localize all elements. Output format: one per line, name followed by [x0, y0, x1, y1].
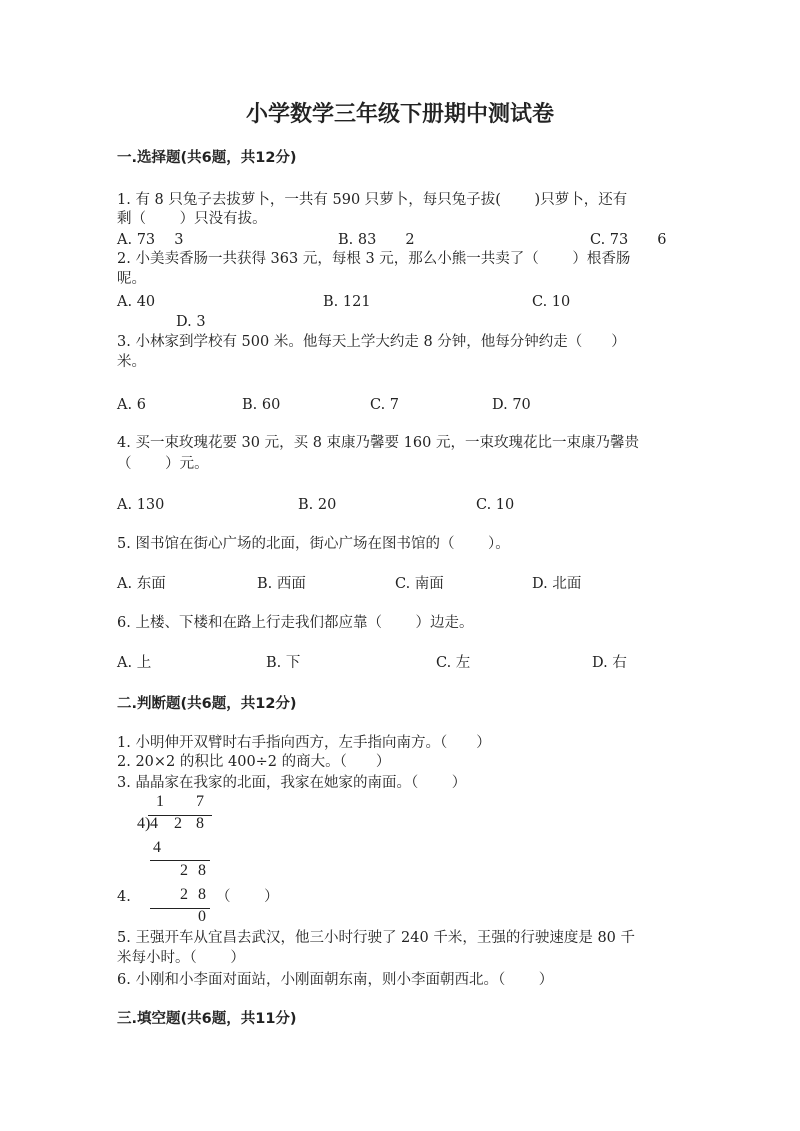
j2-text: 2. 20×2 的积比 400÷2 的商大。（ ） — [117, 754, 391, 770]
q2-text-line1: 2. 小美卖香肠一共获得 363 元，每根 3 元，那么小熊一共卖了（ ）根香肠 — [117, 251, 631, 267]
q1-option-c: C. 73 6 — [590, 232, 667, 248]
step-digit: 8 — [198, 886, 206, 903]
q1-option-a: A. 73 3 — [117, 232, 184, 248]
q3-text-line1: 3. 小林家到学校有 500 米。他每天上学大约走 8 分钟，他每分钟约走（ ） — [117, 334, 626, 350]
q6-option-b: B. 下 — [266, 655, 301, 671]
q3-option-b: B. 60 — [242, 397, 281, 413]
q3-option-d: D. 70 — [492, 397, 531, 413]
q6-option-d: D. 右 — [592, 655, 627, 671]
j6-text: 6. 小刚和小李面对面站，小刚面朝东南，则小李面朝西北。（ ） — [117, 972, 554, 988]
q2-option-a: A. 40 — [117, 294, 156, 310]
j5-text-line1: 5. 王强开车从宜昌去武汉，他三小时行驶了 240 千米，王强的行驶速度是 80 千 — [117, 930, 636, 946]
q2-option-b: B. 121 — [323, 294, 371, 310]
q1-text-line1: 1. 有 8 只兔子去拔萝卜，一共有 590 只萝卜，每只兔子拔( )只萝卜，还有 — [117, 192, 628, 208]
quotient-digit: 7 — [196, 793, 204, 810]
j4-number: 4. — [117, 889, 131, 905]
q2-option-c: C. 10 — [532, 294, 571, 310]
q6-text: 6. 上楼、下楼和在路上行走我们都应靠（ ）边走。 — [117, 615, 474, 631]
j1-text: 1. 小明伸开双臂时右手指向西方，左手指向南方。（ ） — [117, 735, 491, 751]
q4-option-b: B. 20 — [298, 497, 337, 513]
step-digit: 4 — [153, 839, 161, 856]
q4-option-a: A. 130 — [117, 497, 165, 513]
dividend-digit: 2 — [174, 815, 182, 832]
division-line — [150, 860, 210, 861]
q3-text-line2: 米。 — [117, 354, 146, 370]
step-digit: 2 — [180, 862, 188, 879]
divisor: 4) — [137, 815, 151, 832]
page-title: 小学数学三年级下册期中测试卷 — [245, 101, 554, 127]
q4-text-line2: （ ）元。 — [117, 456, 209, 472]
j5-text-line2: 米每小时。（ ） — [117, 950, 245, 966]
q5-option-c: C. 南面 — [395, 576, 444, 592]
q1-option-b: B. 83 2 — [338, 232, 415, 248]
quotient-digit: 1 — [156, 793, 164, 810]
j3-text: 3. 晶晶家在我家的北面，我家在她家的南面。（ ） — [117, 775, 467, 791]
q5-option-a: A. 东面 — [117, 576, 166, 592]
section-1-header: 一.选择题(共6题，共12分) — [117, 150, 297, 166]
step-digit: 2 — [180, 886, 188, 903]
section-3-header: 三.填空题(共6题，共11分) — [117, 1011, 297, 1027]
q3-option-c: C. 7 — [370, 397, 400, 413]
q6-option-a: A. 上 — [117, 655, 152, 671]
dividend-digit: 4 — [150, 815, 158, 832]
q4-option-c: C. 10 — [476, 497, 515, 513]
q5-text: 5. 图书馆在街心广场的北面，街心广场在图书馆的（ ）。 — [117, 536, 510, 552]
section-2-header: 二.判断题(共6题，共12分) — [117, 696, 297, 712]
q3-option-a: A. 6 — [117, 397, 146, 413]
j4-answer-blank: （ ） — [216, 889, 279, 905]
q5-option-d: D. 北面 — [532, 576, 582, 592]
q2-text-line2: 呢。 — [117, 271, 146, 287]
dividend-digit: 8 — [196, 815, 204, 832]
step-digit: 8 — [198, 862, 206, 879]
q1-text-line2: 剩（ ）只没有拔。 — [117, 211, 267, 227]
q5-option-b: B. 西面 — [257, 576, 306, 592]
q6-option-c: C. 左 — [436, 655, 471, 671]
q4-text-line1: 4. 买一束玫瑰花要 30 元，买 8 束康乃馨要 160 元，一束玫瑰花比一束康乃馨贵 — [117, 435, 639, 451]
q2-option-d: D. 3 — [176, 314, 206, 330]
remainder: 0 — [198, 908, 206, 925]
